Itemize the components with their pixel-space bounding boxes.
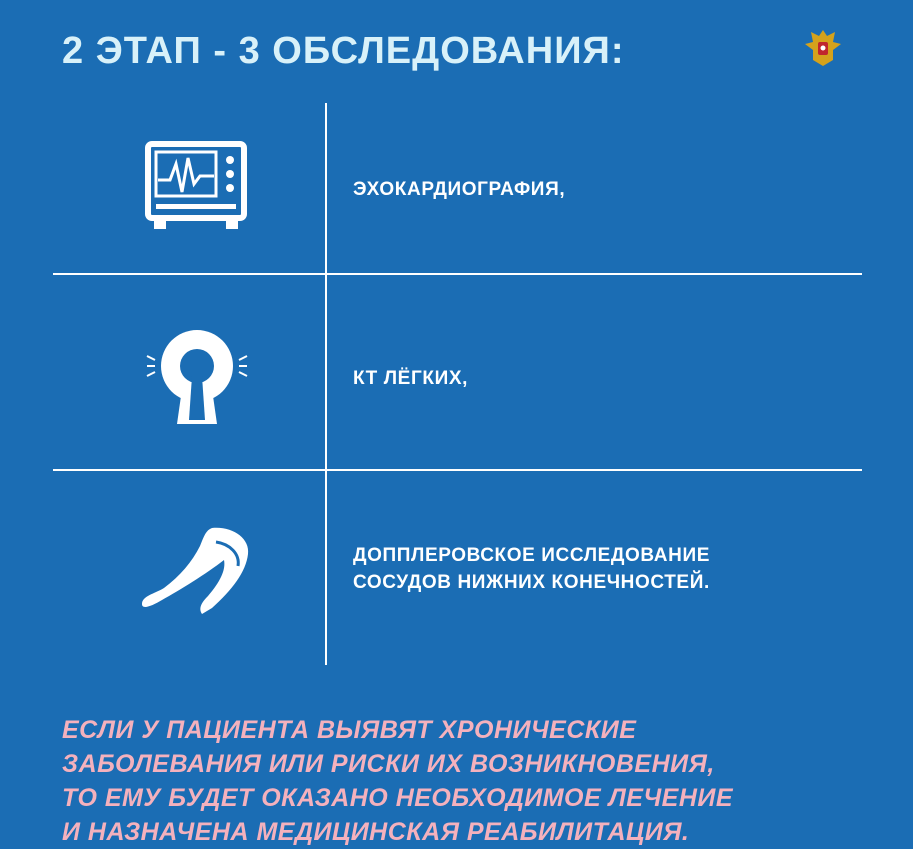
vertical-divider <box>325 103 327 665</box>
coat-of-arms-emblem <box>803 26 843 70</box>
exam-label-echocardiography: ЭХОКАРДИОГРАФИЯ, <box>353 179 566 200</box>
row-divider <box>53 273 862 275</box>
note-text <box>62 713 733 849</box>
note-line-3: ТО ЕМУ БУДЕТ ОКАЗАНО НЕОБХОДИМОЕ ЛЕЧЕНИЕ <box>62 784 734 812</box>
note-line-1: ЕСЛИ У ПАЦИЕНТА ВЫЯВЯТ ХРОНИЧЕСКИЕ <box>62 716 637 744</box>
exam-label-doppler <box>353 542 710 596</box>
note-line-2: ЗАБОЛЕВАНИЯ ИЛИ РИСКИ ИХ ВОЗНИКНОВЕНИЯ, <box>62 750 715 778</box>
ct-scanner-icon <box>145 316 249 428</box>
row-divider <box>53 469 862 471</box>
note-line-4: И НАЗНАЧЕНА МЕДИЦИНСКАЯ РЕАБИЛИТАЦИЯ. <box>62 818 690 846</box>
exam-label-doppler-line-1: ДОППЛЕРОВСКОЕ ИССЛЕДОВАНИЕ <box>353 545 710 566</box>
exam-label-doppler-line-2: СОСУДОВ НИЖНИХ КОНЕЧНОСТЕЙ. <box>353 572 710 593</box>
exam-label-ct-lungs: КТ ЛЁГКИХ, <box>353 368 468 389</box>
echocardiograph-monitor-icon <box>144 140 248 232</box>
legs-icon <box>140 524 254 616</box>
page-title: 2 ЭТАП - 3 ОБСЛЕДОВАНИЯ: <box>62 30 625 72</box>
